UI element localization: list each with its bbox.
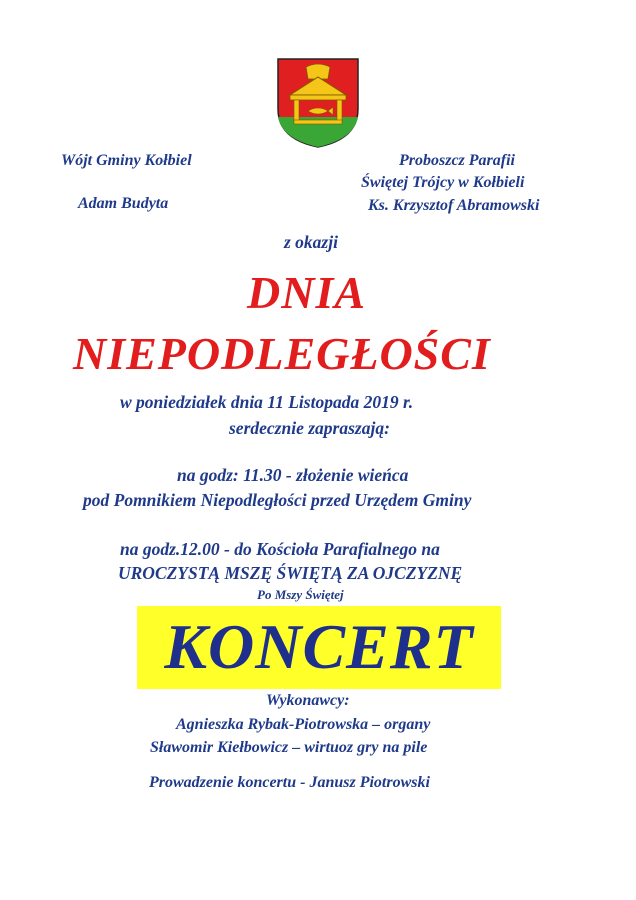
- schedule-item-1-line-2: pod Pomnikiem Niepodległości przed Urzędem Gminy: [83, 490, 472, 510]
- right-name: Ks. Krzysztof Abramowski: [368, 197, 540, 214]
- date-line: w poniedziałek dnia 11 Listopada 2019 r.: [120, 392, 414, 412]
- concert-title: KONCERT: [164, 611, 474, 682]
- performer-1: Agnieszka Rybak-Piotrowska – organy: [176, 716, 431, 733]
- performer-2: Sławomir Kiełbowicz – wirtuoz gry na pile: [150, 739, 428, 756]
- intro-text: z okazji: [284, 232, 338, 252]
- left-title: Wójt Gminy Kołbiel: [61, 152, 192, 169]
- headline-line-2: NIEPODLEGŁOŚCI: [73, 328, 491, 379]
- schedule-item-2-line-1: na godz.12.00 - do Kościoła Parafialnego na: [120, 539, 440, 559]
- after-mass-text: Po Mszy Świętej: [257, 587, 344, 602]
- invite-line: serdecznie zapraszają:: [229, 418, 390, 438]
- schedule-item-2-line-2: UROCZYSTĄ MSZĘ ŚWIĘTĄ ZA OJCZYZNĘ: [118, 563, 463, 583]
- schedule-item-1-line-1: na godz: 11.30 - złożenie wieńca: [177, 465, 409, 485]
- left-name: Adam Budyta: [78, 195, 169, 212]
- concert-banner: [137, 606, 501, 689]
- headline-line-1: DNIA: [247, 267, 367, 318]
- performers-label: Wykonawcy:: [266, 692, 350, 709]
- concert-host: Prowadzenie koncertu - Janusz Piotrowski: [149, 774, 430, 791]
- right-title-1: Proboszcz Parafii: [399, 152, 515, 169]
- kolbiel-coat-of-arms-icon: [276, 57, 360, 149]
- right-title-2: Świętej Trójcy w Kołbieli: [361, 174, 525, 191]
